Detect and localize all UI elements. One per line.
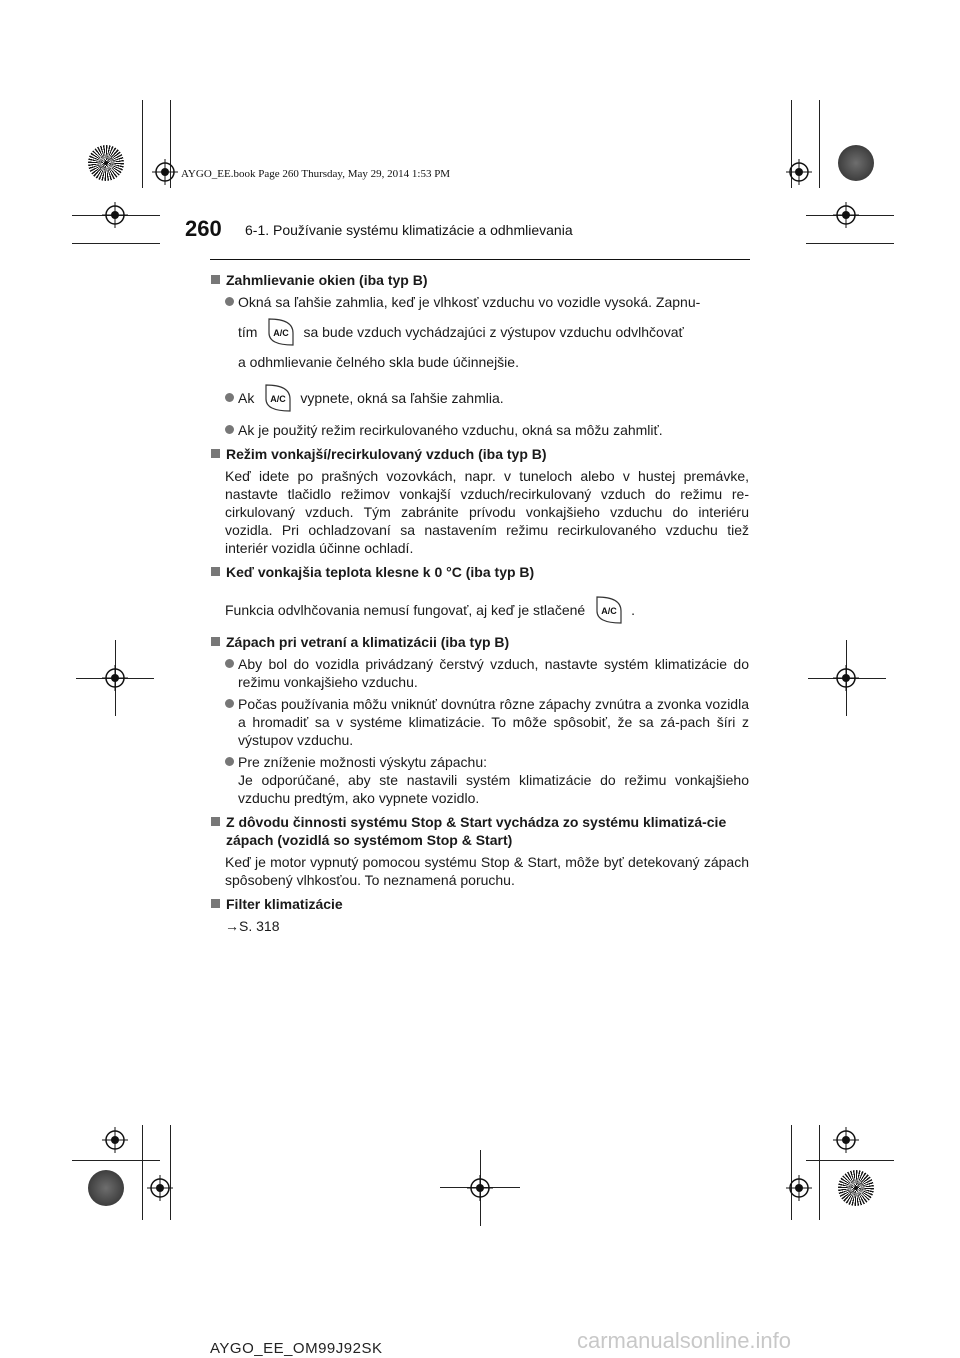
registration-mark-icon (786, 159, 812, 185)
square-bullet-icon (211, 817, 220, 826)
registration-mark-icon (147, 1175, 173, 1201)
section-heading: Filter klimatizácie (211, 895, 749, 913)
registration-mark-icon (833, 202, 859, 228)
registration-mark-icon (833, 665, 859, 691)
starburst-target-icon (838, 1170, 874, 1206)
header-rule (210, 259, 750, 260)
ac-button-icon (263, 315, 297, 349)
square-bullet-icon (211, 275, 220, 284)
section-heading: Keď vonkajšia teplota klesne k 0 °C (iba typ B) (211, 563, 749, 581)
paragraph: Keď je motor vypnutý pomocou systému Stop & Start, môže byť detekovaný zápach spôsobený vlhkosťou. To neznamená poruchu. (225, 854, 749, 888)
registration-mark-icon (102, 1127, 128, 1153)
section-heading: Z dôvodu činnosti systému Stop & Start vychádza zo systému klimatizá-cie zápach (vozidlá so systémom Stop & Start) (211, 813, 749, 849)
registration-mark-icon (786, 1175, 812, 1201)
registration-mark-icon (833, 1127, 859, 1153)
square-bullet-icon (211, 899, 220, 908)
round-bullet-icon (225, 757, 234, 766)
list-item: Pre zníženie možnosti výskytu zápachu: Je odporúčané, aby ste nastavili systém klimatizácie do režimu vonkajšieho vzduchu predtým, ako vypnete vozidlo. (225, 753, 749, 807)
ac-button-icon (591, 593, 625, 627)
page-reference: →S. 318 (225, 918, 280, 934)
page-number: 260 (185, 216, 222, 241)
list-item: Okná sa ľahšie zahmlia, keď je vlhkosť vzduchu vo vozidle vysoká. Zapnu- tím A/C sa bude vzduch vychádzajúci z výstupov vzduchu odvlhčovať a odhmlievanie čelného skla bude účinnejšie. (225, 293, 749, 371)
svg-text:A/C: A/C (273, 328, 290, 338)
starburst-target-icon (88, 145, 124, 181)
watermark: carmanualsonline.info (577, 1328, 792, 1353)
section-heading: Zahmlievanie okien (iba typ B) (211, 271, 749, 289)
footer-code: AYGO_EE_OM99J92SK (210, 1340, 383, 1357)
list-item: Počas používania môžu vniknúť dovnútra rôzne zápachy zvnútra a zvonka vozidla a hromadiť sa v systéme klimatizácie. To môže spôsobiť, že sa zá-pach šíri z výstupov vzduchu. (225, 695, 749, 749)
registration-mark-icon (102, 665, 128, 691)
registration-mark-icon (467, 1175, 493, 1201)
registration-mark-icon (102, 202, 128, 228)
round-bullet-icon (225, 393, 234, 402)
square-bullet-icon (211, 449, 220, 458)
round-bullet-icon (225, 297, 234, 306)
section-heading: Zápach pri vetraní a klimatizácii (iba typ B) (211, 633, 749, 651)
grey-target-icon (88, 1170, 124, 1206)
round-bullet-icon (225, 659, 234, 668)
square-bullet-icon (211, 567, 220, 576)
paragraph: Funkcia odvlhčovania nemusí fungovať, aj keď je stlačené A/C . (225, 593, 749, 627)
section-title: 6-1. Používanie systému klimatizácie a odhmlievania (245, 222, 573, 238)
paragraph: Keď idete po prašných vozovkách, napr. v tuneloch alebo v hustej premávke, nastavte tlačidlo režimov vonkajší vzduch/recirkulovaný vzduch do režimu re-cirkulovaný vzduch. Tým zabránite prívodu vonkajšieho vzduchu do interiéru vozidla. Pri ochladzovaní sa nastavením režimu recirkulovaného vzduchu tiež interiér vozidla účinne ochladí. (225, 468, 749, 556)
grey-target-icon (838, 145, 874, 181)
round-bullet-icon (225, 425, 234, 434)
round-bullet-icon (225, 699, 234, 708)
registration-mark-icon (152, 159, 178, 185)
list-item: Aby bol do vozidla privádzaný čerstvý vzduch, nastavte systém klimatizácie do režimu vonkajšieho vzduchu. (225, 655, 749, 691)
svg-text:A/C: A/C (270, 394, 287, 404)
list-item: Ak je použitý režim recirkulovaného vzduchu, okná sa môžu zahmliť. (225, 421, 749, 439)
svg-text:A/C: A/C (601, 606, 617, 616)
section-heading: Režim vonkajší/recirkulovaný vzduch (iba typ B) (211, 445, 749, 463)
square-bullet-icon (211, 637, 220, 646)
book-info: AYGO_EE.book Page 260 Thursday, May 29, 2014 1:53 PM (181, 168, 451, 180)
list-item: Ak A/C vypnete, okná sa ľahšie zahmlia. (225, 381, 749, 415)
ac-button-icon (260, 381, 294, 415)
page-content (211, 265, 749, 935)
